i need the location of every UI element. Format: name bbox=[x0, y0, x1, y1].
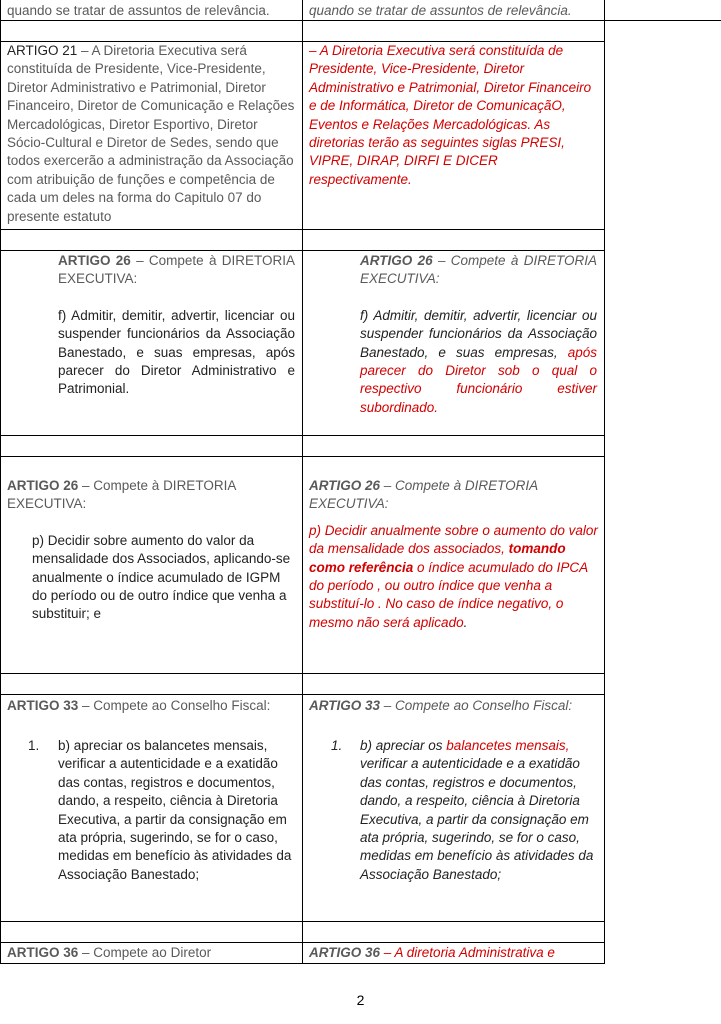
row0-right-cell bbox=[309, 2, 601, 20]
article26p-left-cell bbox=[7, 477, 299, 624]
article33-left-number: 1. bbox=[28, 738, 40, 753]
article33-right-item bbox=[360, 737, 600, 884]
table-rule bbox=[605, 20, 721, 21]
article26f-right-heading: ARTIGO 26 bbox=[360, 253, 433, 268]
article26f-left-heading: ARTIGO 26 bbox=[58, 253, 131, 268]
article33-right-cell bbox=[309, 697, 601, 715]
page-number: 2 bbox=[356, 992, 365, 1008]
article26f-right-heading-text: – Compete à DIRETORIA EXECUTIVA: bbox=[360, 253, 597, 287]
table-border-right bbox=[604, 0, 605, 963]
article36-left-heading-text: – Compete ao Diretor bbox=[78, 945, 212, 960]
article26p-right-item-emphasis: tomando como referência bbox=[309, 541, 566, 575]
article26f-right-cell bbox=[360, 252, 597, 417]
article26p-left-heading-text: – Compete à DIRETORIA EXECUTIVA: bbox=[7, 478, 236, 512]
article26p-left-item: p) Decidir sobre aumento do valor da mensalidade dos Associados, aplicando-se anualmente o índice acumulado de IGPM do período ou de outro índice que venha a substituir; e bbox=[32, 532, 291, 622]
article33-left-heading: ARTIGO 33 bbox=[7, 698, 79, 713]
article33-right-number: 1. bbox=[331, 738, 343, 753]
article26f-right-item-change: após parecer do Diretor sob o qual o respectivo funcionário estiver subordinado. bbox=[360, 344, 597, 415]
table-rule bbox=[0, 963, 605, 964]
article33-left-cell bbox=[7, 697, 299, 715]
article36-right-heading: ARTIGO 36 bbox=[309, 945, 381, 960]
article21-left-text: – A Diretoria Executiva será constituída de Presidente, Vice-Presidente, Diretor Administrativo e Patrimonial, Diretor Financeiro, Diretor de Comunicação e Relações Mercadológicas, Diretor Esportivo, Diretor Sócio-Cultural e Diretor de Sedes, sendo que todos exercerão a administração da Associação com atribuição de funções e competência de cada um deles na forma do Capitulo 07 do presente estatuto bbox=[7, 43, 295, 224]
row0-right-text: quando se tratar de assuntos de relevância. bbox=[309, 3, 572, 18]
table-column-divider bbox=[302, 0, 303, 963]
article26f-left-item: f) Admitir, demitir, advertir, licenciar ou suspender funcionários da Associação Banestado, e suas empresas, após parecer do Diretor Administrativo e Patrimonial. bbox=[58, 307, 295, 397]
article36-right-cell bbox=[309, 944, 601, 962]
article26p-right-heading: ARTIGO 26 bbox=[309, 478, 381, 493]
article21-left-cell bbox=[7, 42, 298, 226]
article21-right-cell bbox=[309, 42, 597, 189]
article21-left-heading: ARTIGO 21 bbox=[7, 43, 78, 58]
article26p-right-item-end: . bbox=[463, 614, 468, 630]
article36-left-cell bbox=[7, 944, 299, 962]
article36-left-heading: ARTIGO 36 bbox=[7, 945, 79, 960]
article26p-left-heading: ARTIGO 26 bbox=[7, 478, 79, 493]
article33-left-heading-text: – Compete ao Conselho Fiscal: bbox=[78, 698, 271, 713]
article26f-right-item: f) Admitir, demitir, advertir, licenciar ou suspender funcionários da Associação Banestado, e suas empresas, bbox=[360, 307, 597, 360]
article21-right-text: – A Diretoria Executiva será constituída de Presidente, Vice-Presidente, Diretor Administrativo e Patrimonial, Diretor Financeiro e de Informática, Diretor de ComunicaçãO, Eventos e Relações Mercadológicas. As diretorias terão as seguintes siglas PRESI, VIPRE, DIRAP, DIRFI E DICER respectivamente. bbox=[309, 43, 592, 187]
article26f-left-cell bbox=[58, 252, 295, 399]
row0-left-cell bbox=[7, 2, 299, 20]
article33-right-heading-text: – Compete ao Conselho Fiscal: bbox=[380, 698, 573, 713]
article33-right-heading: ARTIGO 33 bbox=[309, 698, 381, 713]
article36-right-heading-text: – A diretoria Administrativa e bbox=[380, 945, 555, 960]
article33-right-item-start: b) apreciar os bbox=[360, 738, 447, 753]
article26f-left-heading-text: – Compete à DIRETORIA EXECUTIVA: bbox=[58, 253, 296, 287]
row0-left-text: quando se tratar de assuntos de relevância. bbox=[7, 3, 270, 18]
article26p-right-cell bbox=[309, 477, 601, 632]
article33-left-item: b) apreciar os balancetes mensais, verificar a autenticidade e a exatidão das contas, registros e documentos, dando, a respeito, ciência à Diretoria Executiva, a partir da consignação em ata própria, sugerindo, se for o caso, medidas em benefício às atividades da Associação Banestado; bbox=[58, 738, 292, 882]
table-border-left bbox=[0, 0, 1, 963]
article26p-right-item-rest: o índice acumulado do IPCA do período , ou outro índice que venha a substituí-lo . No caso de índice negativo, o mesmo não será aplicado bbox=[309, 559, 588, 630]
article33-right-item-rest: verificar a autenticidade e a exatidão das contas, registros e documentos, dando, a respeito, ciência à Diretoria Executiva, a partir da consignação em ata própria, sugerindo, se for o caso, medidas em benefício às atividades da Associação Banestado; bbox=[360, 756, 594, 882]
article33-right-item-change: balancetes mensais, bbox=[446, 738, 570, 753]
article26p-right-item: p) Decidir anualmente sobre o aumento do valor da mensalidade dos associados, bbox=[309, 522, 598, 557]
article26p-right-heading-text: – Compete à DIRETORIA EXECUTIVA: bbox=[309, 478, 538, 512]
